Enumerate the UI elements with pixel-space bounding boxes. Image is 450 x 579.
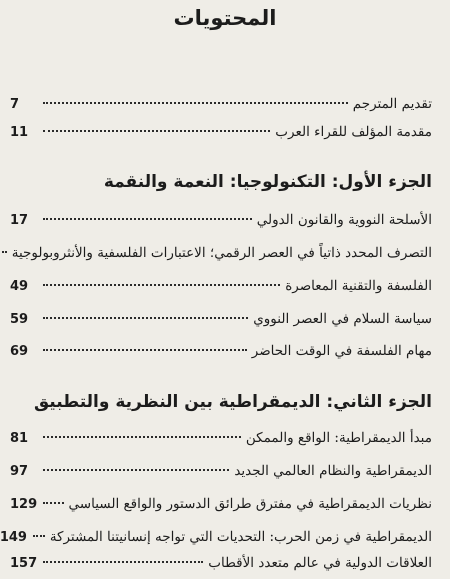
entry-title: مقدمة المؤلف للقراء العرب bbox=[275, 124, 432, 140]
entry-title: الأسلحة النووية والقانون الدولي bbox=[256, 212, 432, 228]
page-number: 17 bbox=[10, 213, 29, 228]
dot-leader bbox=[43, 436, 241, 438]
dot-leader bbox=[43, 317, 248, 319]
page-number: 59 bbox=[10, 312, 29, 327]
dot-leader bbox=[43, 130, 270, 132]
page-number: 129 bbox=[10, 497, 38, 512]
entry-title: مبدأ الديمقراطية: الواقع والممكن bbox=[245, 430, 432, 446]
page-title: المحتويات bbox=[173, 6, 277, 30]
toc-entry[interactable] bbox=[0, 529, 432, 551]
entry-title: الديمقراطية والنظام العالمي الجديد bbox=[234, 463, 432, 479]
entry-title: سياسة السلام في العصر النووي bbox=[253, 311, 432, 327]
toc-entry[interactable] bbox=[10, 245, 432, 267]
entry-title: الديمقراطية في زمن الحرب: التحديات التي تواجه إنسانيتنا المشتركة bbox=[49, 529, 432, 545]
page-number: 7 bbox=[10, 97, 20, 112]
toc-entry[interactable] bbox=[10, 311, 432, 333]
toc-entry[interactable] bbox=[10, 343, 432, 365]
toc-entry[interactable] bbox=[10, 555, 432, 577]
entry-title: التصرف المحدد ذاتياً في العصر الرقمي؛ الاعتبارات الفلسفية والأنثروبولوجية bbox=[11, 245, 432, 261]
page-number: 149 bbox=[0, 530, 27, 545]
entry-title: تقديم المترجم bbox=[352, 96, 432, 112]
dot-leader bbox=[43, 218, 252, 220]
page-number: 81 bbox=[10, 431, 29, 446]
entry-title: مهام الفلسفة في الوقت الحاضر bbox=[251, 343, 432, 359]
dot-leader bbox=[33, 535, 45, 537]
page-number: 97 bbox=[10, 464, 29, 479]
page-number: 11 bbox=[10, 125, 29, 140]
toc-entry[interactable] bbox=[10, 212, 432, 234]
toc-entry[interactable] bbox=[10, 496, 432, 518]
toc-entry[interactable] bbox=[10, 463, 432, 485]
entry-title: نظريات الديمقراطية في مفترق طرائق الدستور والواقع السياسي bbox=[68, 496, 432, 512]
dot-leader bbox=[43, 284, 280, 286]
page-number: 157 bbox=[10, 556, 38, 571]
dot-leader bbox=[43, 502, 64, 504]
page-number: 69 bbox=[10, 344, 29, 359]
toc-entry[interactable] bbox=[10, 430, 432, 452]
dot-leader bbox=[43, 561, 203, 563]
entry-title: الفلسفة والتقنية المعاصرة bbox=[285, 278, 432, 294]
dot-leader bbox=[0, 251, 7, 253]
toc-entry[interactable] bbox=[10, 96, 432, 118]
toc-entry[interactable] bbox=[10, 278, 432, 300]
dot-leader bbox=[43, 469, 229, 471]
dot-leader bbox=[43, 102, 348, 104]
part-heading: الجزء الأول: التكنولوجيا: النعمة والنقمة bbox=[103, 172, 432, 192]
toc-entry[interactable] bbox=[10, 124, 432, 146]
dot-leader bbox=[43, 349, 247, 351]
page-number: 49 bbox=[10, 279, 29, 294]
entry-title: العلاقات الدولية في عالم متعدد الأقطاب bbox=[208, 555, 432, 571]
part-heading: الجزء الثاني: الديمقراطية بين النظرية والتطبيق bbox=[33, 392, 432, 412]
